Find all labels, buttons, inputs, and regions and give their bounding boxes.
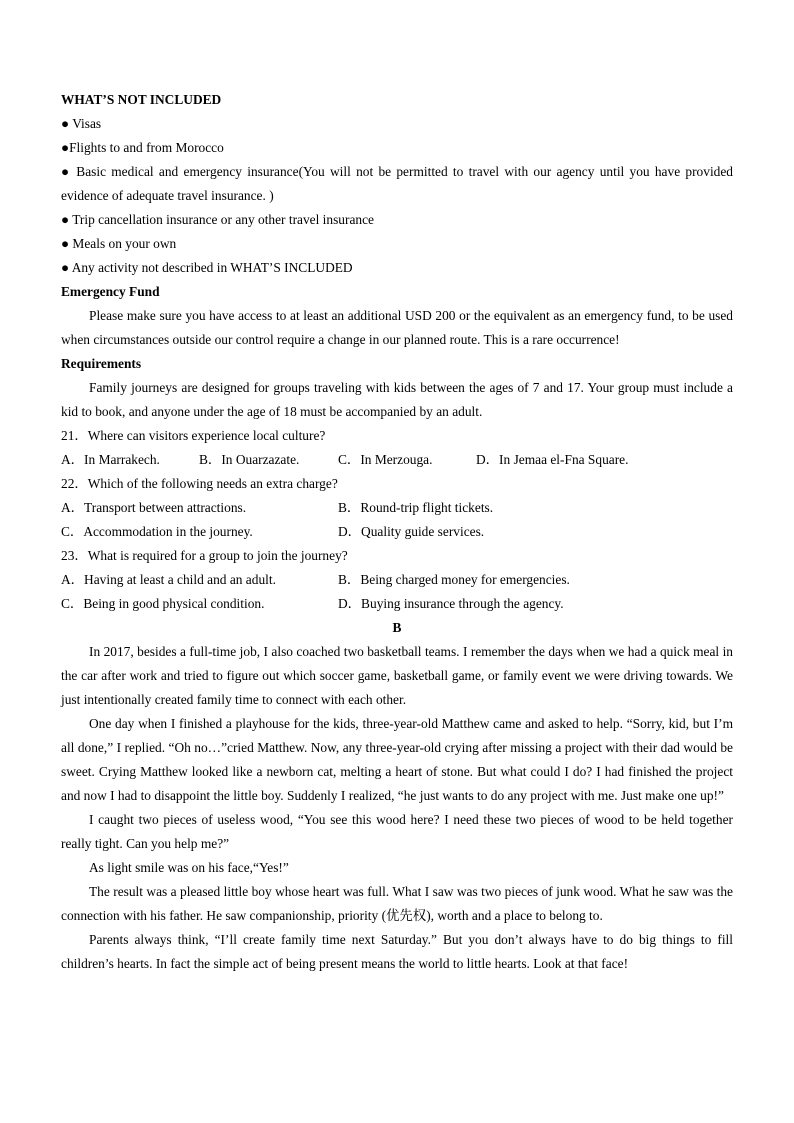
passage-paragraph: In 2017, besides a full-time job, I also coached two basketball teams. I remember the days when we had a quick meal in the car after work and tried to figure out which soccer game, basketball game, or family event we were driving towards. We just intentionally created family time to connect with each other.	[61, 644, 733, 707]
not-included-heading: WHAT’S NOT INCLUDED	[61, 92, 222, 107]
emergency-fund-heading: Emergency Fund	[61, 284, 160, 299]
option-b: B．Being charged money for emergencies.	[338, 572, 570, 587]
option-b: B．Round-trip flight tickets.	[338, 500, 494, 515]
option-c: C．In Merzouga.	[338, 452, 433, 467]
question-22-stem: 22．Which of the following needs an extra charge?	[61, 476, 338, 491]
question-23-stem: 23．What is required for a group to join the journey?	[61, 548, 348, 563]
passage-paragraph: The result was a pleased little boy whose heart was full. What I saw was two pieces of junk wood. What he saw was the connection with his father. He saw companionship, priority (优先权), worth and a place to belong to.	[61, 884, 733, 923]
question-22-options	[61, 520, 733, 544]
question-21-options	[61, 448, 733, 472]
requirements-text: Family journeys are designed for groups traveling with kids between the ages of 7 and 17. Your group must include a kid to book, and anyone under the age of 18 must be accompanied by an adult.	[61, 380, 733, 419]
not-included-item: ● Meals on your own	[61, 236, 177, 251]
option-a: A．Having at least a child and an adult.	[61, 572, 276, 587]
passage-b-label: B	[392, 620, 402, 635]
not-included-item: ● Basic medical and emergency insurance(You will not be permitted to travel with our agency until you have provided evidence of adequate travel insurance. )	[61, 164, 733, 203]
question-22-options	[61, 496, 733, 520]
option-d: D．Buying insurance through the agency.	[338, 596, 564, 611]
option-d: D．Quality guide services.	[338, 524, 485, 539]
document-page	[61, 88, 733, 976]
question-21-stem: 21．Where can visitors experience local culture?	[61, 428, 326, 443]
requirements-heading: Requirements	[61, 356, 142, 371]
not-included-item: ●Flights to and from Morocco	[61, 140, 224, 155]
option-d: D．In Jemaa el-Fna Square.	[476, 452, 629, 467]
option-a: A．Transport between attractions.	[61, 500, 247, 515]
passage-paragraph: As light smile was on his face,“Yes!”	[89, 860, 289, 875]
passage-paragraph: One day when I finished a playhouse for the kids, three-year-old Matthew came and asked to help. “Sorry, kid, but I’m all done,” I replied. “Oh no…”cried Matthew. Now, any three-year-old crying after missing a project with their dad would be sweet. Crying Matthew looked like a newborn cat, melting a heart of stone. But what could I do? I had finished the project and now I had to disappoint the little boy. Suddenly I realized, “he just wants to do any project with me. Just make one up!”	[61, 716, 733, 803]
option-c: C．Being in good physical condition.	[61, 596, 265, 611]
option-a: A．In Marrakech.	[61, 452, 160, 467]
question-23-options	[61, 592, 733, 616]
not-included-item: ● Visas	[61, 116, 102, 131]
emergency-fund-text: Please make sure you have access to at least an additional USD 200 or the equivalent as an emergency fund, to be used when circumstances outside our control require a change in our planned route. This is a rare occurrence!	[61, 308, 733, 347]
passage-paragraph: Parents always think, “I’ll create family time next Saturday.” But you don’t always have to do big things to fill children’s hearts. In fact the simple act of being present means the world to little hearts. Look at that face!	[61, 932, 733, 971]
option-c: C．Accommodation in the journey.	[61, 524, 253, 539]
option-b: B．In Ouarzazate.	[199, 452, 300, 467]
not-included-item: ● Trip cancellation insurance or any other travel insurance	[61, 212, 374, 227]
not-included-item: ● Any activity not described in WHAT’S INCLUDED	[61, 260, 353, 275]
question-23-options	[61, 568, 733, 592]
passage-paragraph: I caught two pieces of useless wood, “You see this wood here? I need these two pieces of wood to be held together really tight. Can you help me?”	[61, 812, 733, 851]
